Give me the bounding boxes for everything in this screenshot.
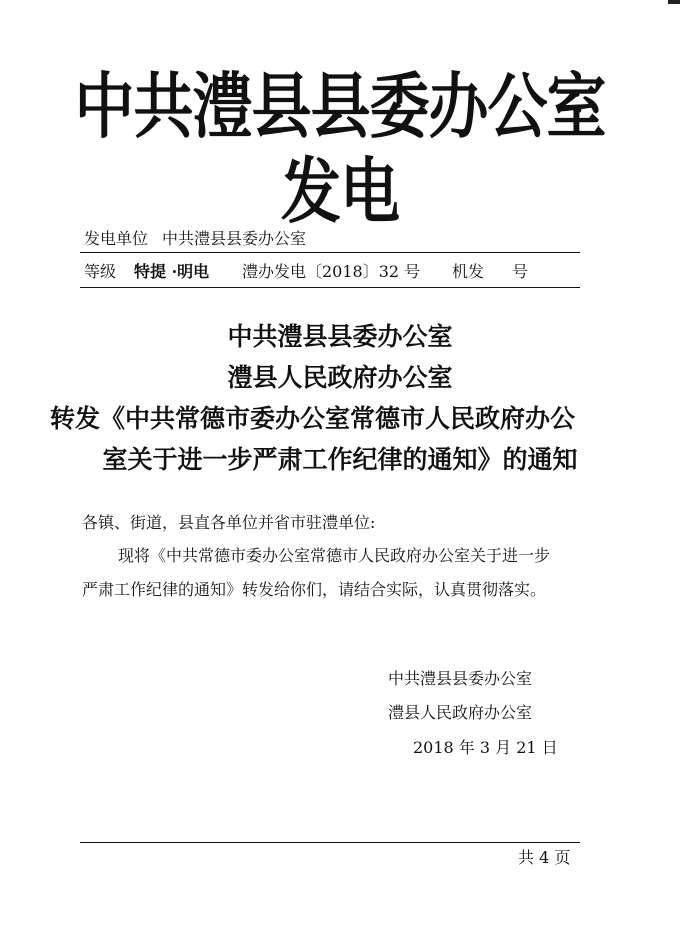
doc-title-line-3: 转发《中共常德市委办公室常德市人民政府办公 <box>50 404 576 433</box>
grade-label: 等级 <box>84 262 117 281</box>
divider-footer <box>80 842 580 843</box>
doc-title-line-4: 室关于进一步严肃工作纪律的通知》的通知 <box>102 445 578 474</box>
page-count: 共 4 页 <box>518 848 571 867</box>
signature-date: 2018 年 3 月 21 日 <box>413 738 558 757</box>
divider-top <box>80 252 580 253</box>
body-paragraph-line-2: 严肃工作纪律的通知》转发给你们，请结合实际，认真贯彻落实。 <box>82 580 547 599</box>
sender-value: 中共澧县县委办公室 <box>162 229 307 248</box>
sender-line <box>84 229 306 249</box>
scan-corner-mark <box>668 0 680 4</box>
signature-org-2: 澧县人民政府办公室 <box>388 703 533 722</box>
doc-number: 澧办发电〔2018〕32 号 <box>242 262 421 281</box>
meta-line <box>84 262 528 282</box>
signature-org-1: 中共澧县县委办公室 <box>388 669 533 688</box>
sender-label: 发电单位 <box>84 229 149 248</box>
salutation: 各镇、街道，县直各单位并省市驻澧单位: <box>82 513 376 532</box>
fax-label: 机发 <box>452 262 485 281</box>
divider-meta <box>80 287 580 288</box>
grade-value: 特提 ·明电 <box>134 262 210 281</box>
document-header-title: 中共澧县县委办公室发电 <box>74 66 606 234</box>
doc-title-line-1: 中共澧县县委办公室 <box>227 322 453 351</box>
doc-title-line-2: 澧县人民政府办公室 <box>227 363 453 392</box>
body-paragraph-line-1: 现将《中共常德市委办公室常德市人民政府办公室关于进一步 <box>118 546 551 565</box>
fax-suffix: 号 <box>512 262 529 281</box>
